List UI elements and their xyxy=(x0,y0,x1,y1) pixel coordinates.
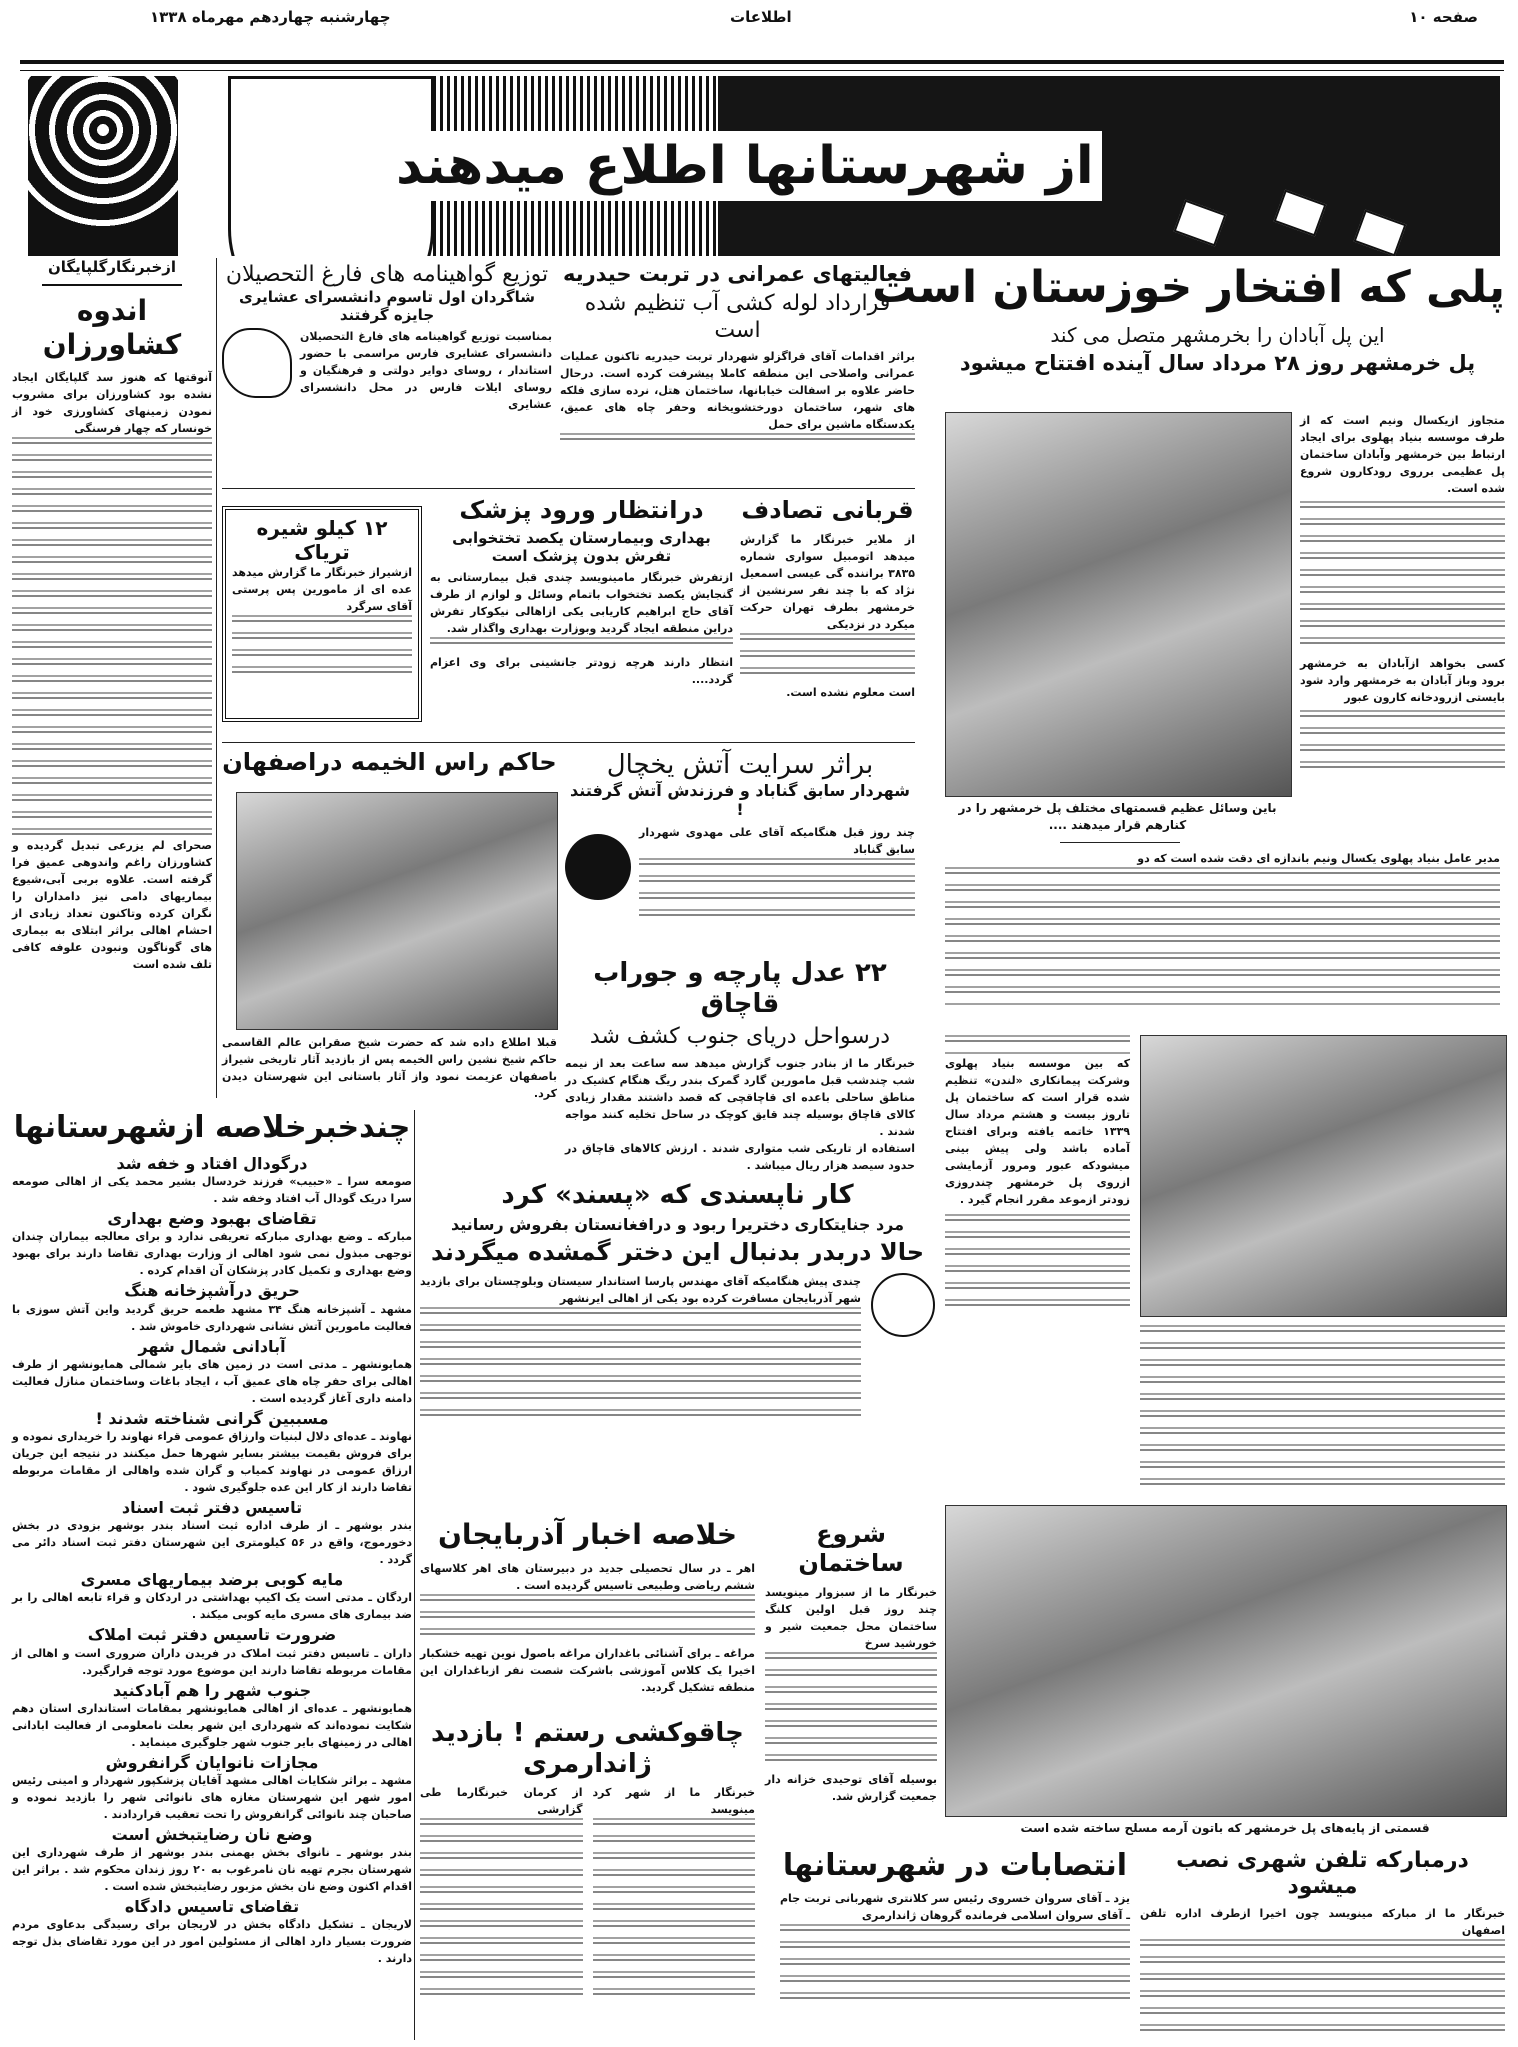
headline: درانتظار ورود پزشک xyxy=(459,496,704,524)
headline: شروع ساختمان xyxy=(798,1520,904,1577)
headline: ۲۲ عدل پارچه و جوراب قاچاق xyxy=(593,958,887,1020)
summary-item-body: بندر بوشهر ـ نانوای بخش بهمنی بندر بوشهر از طرف شهرداری این شهرستان بجرم تهیه نان نامرغوب به ۲۰ روز زندان محکوم شد . براثر این اقدام اکنون وضع نان بخش مزبور رضایتبخش شده است . xyxy=(12,1846,413,1894)
summary-item-body: مشهد ـ آشپزخانه هنگ ۳۴ مشهد طعمه حریق گردید واین آتش سوزی با فعالیت مامورین آتش نشانی شهرداری خاموش شد . xyxy=(12,1302,412,1333)
bridge-body-2 xyxy=(945,850,1500,1007)
paragraph: است معلوم نشده است. xyxy=(786,685,915,699)
subheadline: این پل آبادان را بخرمشهر متصل می کند xyxy=(1050,322,1385,347)
bridge-body xyxy=(1300,412,1505,770)
raskhaimah-article xyxy=(222,748,557,777)
summary-item-title: تاسیس دفتر ثبت اسناد xyxy=(121,1497,303,1517)
column-rule xyxy=(414,1110,415,2040)
summary-item-title: حریق درآشپزخانه هنگ xyxy=(124,1281,300,1301)
radio-tower-illustration xyxy=(28,76,178,256)
text-block xyxy=(945,867,1500,1007)
text-block xyxy=(430,637,733,654)
bridge-pillars-photo xyxy=(945,1505,1507,1817)
summary-item-body: اردگان ـ مدتی است یک اکیپ بهداشتی در اردکان و قراء تابعه اهالی را بر ضد بیماری های مسری مایه کوبی میکند . xyxy=(12,1591,412,1622)
section-banner xyxy=(28,76,1500,256)
headline: کار ناپسندی که «پسند» کرد xyxy=(501,1180,854,1210)
text-block xyxy=(945,1214,1130,1314)
paragraph: که بین موسسه بنیاد پهلوی وشرکت پیمانکاری «لندن» تنظیم شده قرار است که ساختمان پل تاروز بیست و هشتم مرداد سال ۱۳۳۹ خاتمه یافته وبرای افتتاح آماده باشد ولی پیش بینی میشودکه عبور ومرور آزمایشی ازروی پل خرمشهر چندروزی زودتر ازموعد مقرر انجام گیرد . xyxy=(945,1057,1130,1206)
subheadline: قرارداد لوله کشی آب تنظیم شده است xyxy=(584,291,891,343)
paragraph: آنوقتها که هنوز سد گلپایگان ایجاد نشده بود کشاورزان برای مشروب نمودن زمینهای کشاورزی خود از خونسار که چهار فرسنگی xyxy=(12,371,212,436)
fire-illustration xyxy=(565,834,631,900)
paragraph: مراغه ـ برای آشنائی باغداران مراغه باصول نوین تهیه خشکبار اخیرا یک کلاس آموزشی باشرکت شصت نفر ازباغداران این منطقه تشکیل گردید. xyxy=(420,1646,755,1694)
smuggling-article xyxy=(565,958,915,1174)
paragraph: صحرای لم یزرعی تبدیل گردیده و کشاورزان راغم واندوهی عمیق فرا گرفته است. علاوه بربی آبی،شیوع بیماریهای دامی نیز دامداران را نگران کرده وتاکنون تعداد زیادی از احشام اهالی براثر ابتلای به بیماری های گوناگون ونبودن علوفه کافی تلف شده است xyxy=(12,839,212,972)
construction-article xyxy=(765,1520,937,1805)
summary-item-title: وضع نان رضایتبخش است xyxy=(111,1824,313,1844)
summary-item-title: مایه کوبی برضد بیماریهای مسری xyxy=(80,1570,344,1590)
headline-2: حالا دربدر بدنبال این دختر گمشده میگردند xyxy=(430,1238,925,1267)
subheadline: شاگردان اول تاسوم دانشسرای عشایری جایزه گرفتند xyxy=(239,288,535,325)
paper-name: اطلاعات xyxy=(730,8,792,26)
summary-item-title: مجازات نانوایان گرانفروش xyxy=(105,1752,319,1772)
text-block xyxy=(12,437,212,837)
banner-title: از شهرستانها اطلاع میدهند xyxy=(388,131,1102,201)
paragraph: انتظار دارند هرچه زودتر جانشینی برای وی اعزام گردد.... xyxy=(430,655,733,686)
paragraph: از کرمان خبرنگارما طی گزارشی xyxy=(420,1786,583,1817)
summary-item-title: آبادانی شمال شهر xyxy=(138,1336,286,1356)
headline: براثر سرایت آتش یخچال xyxy=(606,750,874,780)
headline: قربانی تصادف xyxy=(741,496,914,524)
section-heading: چندخبرخلاصه ازشهرستانها xyxy=(13,1110,411,1145)
summary-item-body: لاریجان ـ تشکیل دادگاه بخش در لاریجان برای رسیدگی بدعاوی مردم ضرورت بسیار دارد اهالی از مسئولین امور در این مورد تقاضای بذل توجه دارند . xyxy=(12,1918,412,1966)
summary-item-body: داران ـ تاسیس دفتر ثبت املاک در فریدن داران ضروری است و اهالی از مقامات مربوطه تقاضا دارند این موضوع مورد توجه قرارگیرد. xyxy=(12,1646,412,1677)
headline: توزیع گواهینامه های فارغ التحصیلان xyxy=(225,262,549,287)
phone-article xyxy=(1140,1848,1505,2041)
text-block xyxy=(593,1818,756,2005)
headline: درمبارکه تلفن شهری نصب میشود xyxy=(1176,1848,1469,1900)
summary-item-title: تقاضای تاسیس دادگاه xyxy=(124,1897,300,1917)
subheadline: درسواحل دریای جنوب کشف شد xyxy=(589,1024,891,1050)
headline: انتصابات در شهرستانها xyxy=(782,1848,1128,1883)
paragraph: اهر ـ در سال تحصیلی جدید در دبیرستان های اهر کلاسهای ششم ریاضی وطبیعی تاسیس گردیده است . xyxy=(420,1561,755,1592)
fridge-article xyxy=(565,750,915,926)
text-block xyxy=(420,1307,861,1426)
divider xyxy=(1060,842,1180,843)
summary-item-body: صومعه سرا ـ «حبیب» فرزند خردسال بشیر محمد یکی از اهالی صومعه سرا دریک گودال آب افتاد وخفه شد . xyxy=(12,1175,412,1206)
paragraph: از ملایر خبرنگار ما گزارش میدهد اتومبیل سواری شماره ۳۸۳۵ براننده گی عیسی اسمعیل نژاد که با چند نفر سرنشین از خرمشهر بطرف تهران حرکت میکرد در نزدیکی xyxy=(740,532,915,631)
divider xyxy=(222,488,915,489)
logo-illustration xyxy=(222,328,292,398)
summary-item-title: مسببین گرانی شناخته شدند ! xyxy=(95,1408,329,1428)
bridge-body-4 xyxy=(1140,1325,1505,1490)
raskhaimah-photo xyxy=(236,792,558,1030)
text-block xyxy=(420,1818,583,2005)
summary-item-body: بندر بوشهر ـ از طرف اداره ثبت اسناد بندر بوشهر بزودی در بخش دخورموج، واقع در ۵۶ کیلومتری این شهرستان دفتر ثبت اسناد دائر می گردد . xyxy=(12,1519,413,1567)
text-block xyxy=(945,1035,1130,1055)
summary-item-title: ضرورت تاسیس دفتر ثبت املاک xyxy=(87,1625,337,1645)
subheadline: مرد جنایتکاری دختریرا ربود و درافغانستان بفروش رسانید xyxy=(450,1215,905,1235)
paragraph: بمناسبت توزیع گواهینامه های فارغ التحصیلان دانشسرای عشایری فارس مراسمی با حضور استاندار ، روسای دوایر دولتی و فرهنگیان و روسای ایلات فارس در محل دانشسرای عشایری xyxy=(300,330,552,412)
paragraph: چند روز قبل هنگامیکه آقای علی مهدوی شهردار سابق گناباد xyxy=(639,825,915,856)
paragraph: یزد ـ آقای سروان خسروی رئیس سر کلانتری شهربانی تربت جام ـ آقای سروان اسلامی فرمانده گروهان ژاندارمری xyxy=(780,1892,1130,1922)
page-number: صفحه ۱۰ xyxy=(1409,8,1478,26)
headline: خلاصه اخبار آذربایجان xyxy=(437,1518,738,1551)
paragraph: خبرنگار ما از شهر کرد مینویسد xyxy=(592,1786,755,1817)
certificates-article xyxy=(222,262,552,413)
golpayegan-article xyxy=(12,258,212,973)
subheadline: شهردار سابق گناباد و فرزندش آتش گرفتند ! xyxy=(570,781,910,820)
opium-article xyxy=(222,506,422,722)
paragraph: متجاوز ازیکسال ونیم است که از طرف موسسه بنیاد پهلوی برای ایجاد ارتباط بین خرمشهر وآبادان ساختمان پل عظیمی برروی رودکارون شروع شده است. xyxy=(1300,414,1505,495)
headline: چاقوکشی رستم ! بازدید ژاندارمری xyxy=(431,1718,744,1780)
bridge-crane-photo xyxy=(945,412,1292,797)
doctor-article xyxy=(430,496,733,688)
summary-item-body: همایونشهر ـ عده‌ای از اهالی همایونشهر بمقامات استانداری استان دهم شکایت نموده‌اند که شهرداری این شهر بعلت نامعلومی از فعالیت ابادانی اهالی در زمینهای بایر جنوب شهر جلوگیری مینماید . xyxy=(12,1701,412,1749)
text-block xyxy=(560,433,915,450)
text-block xyxy=(232,615,412,683)
summary-item-title: تقاضای بهبود وضع بهداری xyxy=(107,1209,317,1229)
kidnap-article xyxy=(420,1180,935,1426)
kicker: ازخبرنگارگلپایگان xyxy=(42,258,182,286)
paragraph: استفاده از تاریکی شب متواری شدند . ارزش کالاهای قاچاق در حدود سیصد هزار ریال میباشد . xyxy=(565,1141,915,1172)
photo-caption: قسمتی از پایه‌های پل خرمشهر که باتون آرمه مسلح ساخته شده است xyxy=(1020,1821,1430,1835)
issue-date: چهارشنبه چهاردهم مهرماه ۱۳۳۸ xyxy=(150,8,391,26)
accident-article xyxy=(740,496,915,701)
paragraph: ازتفرش خبرنگار مامینویسد چندی قبل بیمارستانی به گنجایش یکصد تختخواب باتمام وسائل و لوازم از طرف آقای حاج ابراهیم کاریابی یکی ازاهالی نیکوکار تفرش دراین منطقه ایجاد گردید وبوزارت بهداری واگذار شد. xyxy=(430,570,733,635)
paragraph: بوسیله آقای توحیدی خزانه دار جمعیت گزارش شد. xyxy=(765,1772,937,1803)
azerbaijan-article xyxy=(420,1518,755,1696)
paragraph: ازشیراز خبرنگار ما گزارش میدهد عده ای از مامورین پس پرستی آقای سرگرد xyxy=(232,566,412,613)
masthead-rule xyxy=(20,60,1504,71)
appointments-article xyxy=(780,1848,1130,2009)
column-rule xyxy=(216,258,217,1098)
paragraph: خبرنگار ما از مبارکه مینویسد چون اخیرا ازطرف اداره تلفن اصفهان xyxy=(1140,1906,1505,1937)
summary-item-title: جنوب شهر را هم آبادکنید xyxy=(112,1680,312,1700)
photo-caption: باین وسائل عظیم قسمتهای مختلف پل خرمشهر را در کنارهم قرار میدهند .... xyxy=(958,801,1277,832)
raskhaimah-caption: قبلا اطلاع داده شد که حضرت شیخ صقرابن عالم القاسمی حاکم شیخ نشین راس الخیمه پس از بازدید آثار تاریخی شیراز باصفهان عزیمت نمود واز آثار باستانی این شهرستان دیدن کرد. xyxy=(222,1036,557,1100)
text-block xyxy=(420,1594,755,1645)
summary-item-body: مبارکه ـ وضع بهداری مبارکه تعریفی ندارد و برای معالجه بیماران چندان توجهی مبذول نمی شود اهالی از وزارت بهداری تقاضا دارند برای بهبود وضع بهداری و تکمیل کادر پزشکان آن اقدام کرده . xyxy=(12,1230,412,1278)
text-block xyxy=(1300,710,1505,770)
summary-item-body: مشهد ـ براثر شکایات اهالی مشهد آقایان پزشکپور شهردار و امینی رئیس امور شهر این شهرستان مغازه های نانوائی شهر را بازدید نموده و صاحبان چند نانوائی گرانفروش را تحت تعقیب قراردادند . xyxy=(12,1773,412,1821)
bridge-article xyxy=(872,262,1505,376)
headline: ۱۲ کیلو شیره تریاک xyxy=(256,516,388,564)
text-block xyxy=(765,1652,937,1771)
man-portrait-photo xyxy=(1140,1035,1507,1317)
text-block xyxy=(740,633,915,684)
paragraph: خبرنگار ما از بنادر جنوب گزارش میدهد سه ساعت بعد از نیمه شب چندشب قبل مامورین گارد گمرک بندر ریگ هنگام کشیک در مناطق ساحلی باعده ای قاچاقچی که قصد داشتند مقدار زیادی کالای قاچاق بوسیله چند قایق کوچک در ساحل تخلیه کنند مواجه شدند . xyxy=(565,1056,915,1138)
summary-item-body: همایونشهر ـ مدتی است در زمین های بایر شمالی همایونشهر از طرف اهالی برای حفر چاه های عمیق آب ، ایجاد باغات وساختمان منازل فعالیت دامنه داری آغاز گردیده است . xyxy=(12,1357,412,1405)
text-block xyxy=(1140,1939,1505,2041)
summary-item-title: درگودال افتاد و خفه شد xyxy=(116,1154,308,1173)
knife-article xyxy=(420,1718,755,2005)
text-block xyxy=(1300,501,1505,651)
divider xyxy=(222,742,915,743)
headline: پلی که افتخار خوزستان است xyxy=(872,262,1505,313)
text-block xyxy=(780,1924,1130,2009)
paragraph: چندی پیش هنگامیکه آقای مهندس پارسا استاندار سیستان وبلوچستان برای بازدید شهر آذربایجان مسافرت کرده بود یکی از اهالی ایرنشهر xyxy=(420,1275,861,1306)
headline: حاکم راس الخیمه دراصفهان xyxy=(222,748,557,776)
headline: اندوه کشاورزان xyxy=(42,294,182,361)
paragraph: خبرنگار ما از سبزوار مینویسد چند روز قبل اولین کلنگ ساختمان محل جمعیت شیر و خورشید سرخ xyxy=(765,1585,937,1650)
summary-section xyxy=(12,1110,412,1967)
subheadline: پل خرمشهر روز ۲۸ مرداد سال آینده افتتاح میشود xyxy=(959,350,1476,375)
paragraph: براثر اقدامات آقای قراگزلو شهردار تربت حیدریه تاکنون عملیات عمرانی واصلاحی این منطقه کاملا پیشرفت کرده است. درحال حاضر علاوه بر اسفالت خیابانها، ساختمان هتل، نرده سازی فلکه های شهر، ساختمان دورختشویخانه وحفر چاه های عمیق، یکدستگاه ماشین برای حمل xyxy=(560,349,915,431)
headline: فعالیتهای عمرانی در تربت حیدریه xyxy=(562,262,913,286)
torbat-article xyxy=(560,262,915,450)
paragraph: کسی بخواهد ازآبادان به خرمشهر برود وباز آبادان به خرمشهر وارد شود بایستی ازرودخانه کارون عبور xyxy=(1300,657,1505,704)
text-block xyxy=(1140,1325,1505,1490)
subheadline: بهداری وبیمارستان یکصد تختخوابی تفرش بدون پزشک است xyxy=(452,528,711,565)
text-block xyxy=(639,858,915,926)
summary-item-body: نهاوند ـ عده‌ای دلال لبنیات وارزاق عمومی قراء نهاوند را خریداری نموده و برای فروش بقیمت بیشتر بسایر شهرها حمل میکنند در نتیجه این جریان ارزاق عمومی در نهاوند کمیاب و گران شده واهالی از مقامات مربوطه تقاضا دارند از کار این عده جلوگیری شود . xyxy=(12,1429,412,1494)
bridge-body-3 xyxy=(945,1035,1130,1314)
paragraph: مدیر عامل بنیاد پهلوی یکسال ونیم باندازه ای دقت شده است که دو xyxy=(1137,852,1500,865)
illustration xyxy=(871,1273,935,1337)
